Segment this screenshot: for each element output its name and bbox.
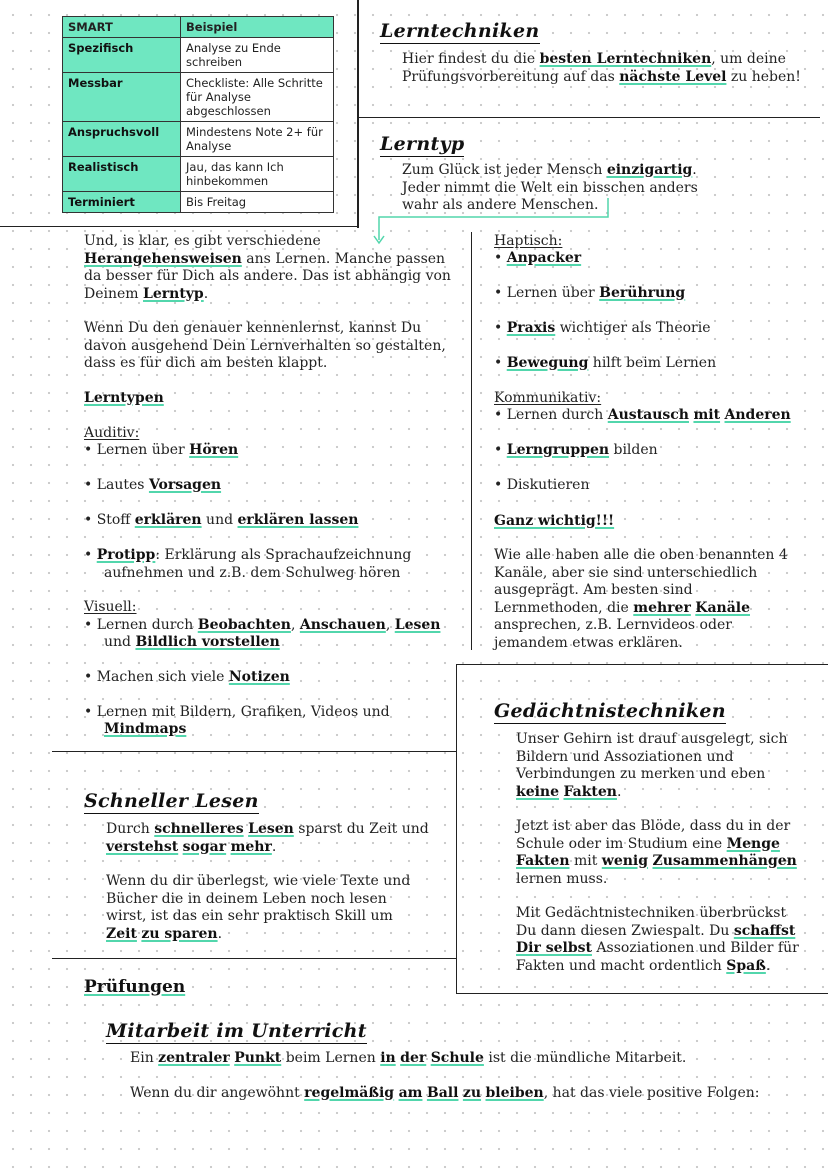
- highlight: wenig: [601, 853, 649, 869]
- highlight: Lesen: [248, 821, 294, 837]
- text-run: , hat das viele positive Folgen:: [543, 1085, 760, 1101]
- lerntyp-text: [402, 162, 712, 215]
- schneller-paragraph-1: [106, 821, 436, 856]
- heading-schneller-lesen: Schneller Lesen: [84, 790, 259, 812]
- table-row: [63, 157, 334, 192]
- divider-schneller-bottom: [52, 958, 456, 959]
- list-item: • Lernen über Berührung: [494, 285, 686, 301]
- text-run: Wenn du dir angewöhnt: [130, 1085, 305, 1101]
- wichtig-paragraph: [494, 547, 804, 652]
- text-run: Assoziationen und Bilder für Fakten und macht ordentlich: [516, 940, 799, 974]
- highlight: Bildlich vorstellen: [135, 634, 280, 650]
- table-cell-value: Jau, das kann Ich hinbekommen: [181, 157, 334, 192]
- list-item: • Praxis wichtiger als Theorie: [494, 320, 711, 336]
- text-run: ,: [385, 617, 395, 633]
- table-cell-value: Analyse zu Ende schreiben: [181, 38, 334, 73]
- highlight: Lesen: [394, 617, 441, 633]
- gedaechtnis-paragraph-1: [516, 731, 806, 801]
- highlight: Protipp: [96, 547, 156, 563]
- table-cell-value: Checkliste: Alle Schritte für Analyse abgeschlossen: [181, 73, 334, 122]
- highlight: einzigartig: [606, 162, 693, 178]
- text-run: bilden: [609, 442, 658, 458]
- list-item-continuation: aufnehmen und z.B. dem Schulweg hören: [104, 565, 401, 581]
- text-run: ansprechen, z.B. Lernvideos oder jemandem etwas erklären.: [494, 617, 732, 651]
- highlight: Berührung: [599, 285, 686, 301]
- text-run: Wenn du dir überlegst, wie viele Texte und Bücher die in deinem Leben noch lesen wirst, ist das ein sehr praktisch Skill um: [106, 873, 411, 924]
- highlight: Menge Fakten: [516, 835, 780, 869]
- heading-ganz-wichtig: Ganz wichtig!!!: [494, 513, 615, 529]
- text-run: sparst du Zeit und: [293, 821, 429, 837]
- table-row: [63, 38, 334, 73]
- highlight: Schule: [430, 1050, 484, 1066]
- heading-lerntypen: Lerntypen: [84, 390, 164, 406]
- divider-visuell-bottom: [52, 751, 456, 752]
- list-item-continuation: [104, 634, 280, 652]
- highlight: Vorsagen: [148, 477, 222, 493]
- list-item: • Stoff erklären und erklären lassen: [84, 512, 359, 528]
- text-run: beim Lernen: [281, 1050, 381, 1066]
- text-run: Zum Glück ist jeder Mensch: [402, 162, 607, 178]
- heading-gedaechtnistechniken: Gedächtnistechniken: [494, 700, 726, 722]
- list-item: • Lerngruppen bilden: [494, 442, 658, 458]
- label-haptisch: Haptisch:: [494, 233, 563, 249]
- highlight: mehr: [230, 838, 272, 855]
- highlight: regelmäßig: [304, 1085, 395, 1101]
- text-run: Ein: [130, 1050, 159, 1066]
- highlight: zu sparen: [141, 925, 218, 942]
- list-item: • Bewegung hilft beim Lernen: [494, 355, 717, 371]
- highlight: erklären lassen: [237, 512, 359, 528]
- lerntechniken-text: [402, 51, 802, 86]
- highlight: Praxis: [506, 320, 556, 336]
- text-run: zu heben!: [726, 68, 801, 85]
- highlight: Lerntyp: [143, 285, 204, 302]
- highlight: besten Lerntechniken: [539, 51, 712, 67]
- gedaechtnis-paragraph-3: [516, 905, 808, 975]
- text-run: .: [217, 925, 223, 942]
- highlight: Hören: [189, 442, 239, 458]
- table-cell-key: Messbar: [63, 73, 181, 122]
- text-run: hilft beim Lernen: [588, 355, 717, 371]
- highlight: zu: [462, 1085, 482, 1101]
- highlight: in: [380, 1050, 396, 1066]
- highlight: Lerngruppen: [506, 442, 610, 458]
- highlight: verstehst: [106, 838, 179, 855]
- label-auditiv: Auditiv:: [84, 425, 140, 441]
- text-run: mit: [569, 853, 602, 869]
- list-item: • Lernen durch Beobachten, Anschauen, Lesen: [84, 617, 441, 633]
- heading-lerntyp: Lerntyp: [380, 133, 465, 155]
- highlight: Zeit: [106, 925, 137, 942]
- text-run: Jetzt ist aber das Blöde, dass du in der Schule oder im Studium eine: [516, 818, 791, 852]
- list-item: • Machen sich viele Notizen: [84, 669, 290, 685]
- highlight: zentraler: [158, 1050, 230, 1066]
- text-run: ist die mündliche Mitarbeit.: [483, 1050, 687, 1066]
- intro-paragraph-2: Wenn Du den genauer kennenlernst, kannst Du davon ausgehend Dein Lernverhalten so gestalten, dass es für dich am besten klappt.: [84, 320, 446, 371]
- text-run: .: [765, 957, 771, 974]
- text-run: Hier findest du die: [402, 51, 540, 67]
- list-item: • Protipp: Erklärung als Sprachaufzeichnung: [84, 547, 412, 563]
- table-row: [63, 122, 334, 157]
- text-run: .: [616, 783, 622, 800]
- text-run: wichtiger als Theorie: [555, 320, 711, 336]
- highlight: Zusammenhängen: [652, 853, 797, 869]
- divider-gedaechtnis-top: [456, 664, 828, 665]
- table-row: [63, 192, 334, 213]
- highlight: erklären: [134, 512, 202, 528]
- table-cell-value: Mindestens Note 2+ für Analyse: [181, 122, 334, 157]
- text-run: Lernen über: [96, 442, 190, 458]
- table-cell-key: Realistisch: [63, 157, 181, 192]
- text-run: . Jeder nimmt die Welt ein bisschen anders wahr als andere Menschen.: [402, 162, 698, 213]
- text-run: Diskutieren: [506, 477, 590, 493]
- highlight: mit: [693, 407, 721, 423]
- text-run: Lernen mit Bildern, Grafiken, Videos und: [96, 704, 390, 720]
- list-item: • Lernen durch Austausch mit Anderen: [494, 407, 791, 423]
- highlight: schaffst Dir selbst: [516, 922, 796, 956]
- highlight: Spaß: [726, 957, 766, 974]
- text-run: Lernen durch: [506, 407, 608, 423]
- highlight: bleiben: [485, 1085, 544, 1101]
- text-run: Lernen durch: [96, 617, 198, 633]
- pruefungen-paragraph-2: [130, 1085, 810, 1103]
- text-run: und: [201, 512, 238, 528]
- highlight: Anderen: [724, 407, 791, 423]
- intro-paragraph-1: [84, 233, 460, 303]
- text-run: Lautes: [96, 477, 149, 493]
- highlight: Punkt: [234, 1050, 282, 1066]
- text-run: Unser Gehirn ist drauf ausgelegt, sich Bildern und Assoziationen und Verbindungen zu merken und eben: [516, 731, 788, 782]
- divider-top-left-horizontal: [0, 226, 359, 227]
- highlight: Austausch: [607, 407, 689, 423]
- table-row: [63, 73, 334, 122]
- divider-middle-vertical: [471, 232, 472, 650]
- text-run: Mit Gedächtnistechniken überbrückst Du dann diesen Zwiespalt. Du: [516, 905, 787, 939]
- text-run: Durch: [106, 821, 155, 837]
- text-run: Und, is klar, es gibt verschiedene: [84, 233, 321, 249]
- highlight: Anschauen: [299, 617, 386, 633]
- table-header-beispiel: Beispiel: [181, 17, 334, 38]
- highlight: keine: [516, 783, 560, 800]
- table-header-smart: SMART: [63, 17, 181, 38]
- label-visuell: Visuell:: [84, 599, 137, 615]
- highlight: Bewegung: [506, 355, 589, 371]
- highlight: Notizen: [228, 669, 290, 685]
- highlight: Beobachten: [197, 617, 291, 633]
- highlight: Anpacker: [506, 250, 582, 266]
- highlight: Ball: [426, 1085, 459, 1101]
- highlight: Herangehensweisen: [84, 250, 242, 267]
- label-kommunikativ: Kommunikativ:: [494, 390, 602, 406]
- highlight: mehrer: [633, 599, 691, 616]
- text-run: : Erklärung als Sprachaufzeichnung: [155, 547, 412, 563]
- divider-gedaechtnis-bottom: [456, 993, 828, 994]
- text-run: Stoff: [96, 512, 135, 528]
- list-item: • Anpacker: [494, 250, 582, 266]
- list-item: • Lernen mit Bildern, Grafiken, Videos und: [84, 704, 390, 720]
- schneller-paragraph-2: [106, 873, 422, 943]
- table-cell-key: Terminiert: [63, 192, 181, 213]
- text-run: Machen sich viele: [96, 669, 229, 685]
- divider-gedaechtnis-left: [456, 664, 457, 994]
- highlight: Mindmaps: [104, 721, 187, 737]
- text-run: .: [203, 285, 209, 302]
- table-cell-key: Anspruchsvoll: [63, 122, 181, 157]
- text-run: .: [271, 838, 277, 855]
- highlight: schnelleres: [154, 821, 244, 837]
- table-cell-value: Bis Freitag: [181, 192, 334, 213]
- text-run: , um deine Prüfungsvorbereitung auf das: [402, 51, 786, 85]
- gedaechtnis-paragraph-2: [516, 818, 806, 888]
- list-item: • Diskutieren: [494, 477, 590, 493]
- text-run: ans Lernen. Manche passen da besser für Dich als andere. Das ist abhängig von Deinem: [84, 250, 451, 302]
- pruefungen-paragraph-1: [130, 1050, 810, 1068]
- highlight: Kanäle: [695, 599, 750, 616]
- text-run: Lernen über: [506, 285, 600, 301]
- highlight: der: [400, 1050, 427, 1066]
- text-run: ,: [290, 617, 300, 633]
- highlight: am: [398, 1085, 423, 1101]
- list-item: • Lautes Vorsagen: [84, 477, 222, 493]
- text-run: Wie alle haben alle die oben benannten 4 Kanäle, aber sie sind unterschiedlich ausgeprägt. Am besten sind Lernmethoden, die: [494, 547, 788, 616]
- text-run: und: [104, 634, 136, 650]
- heading-mitarbeit: Mitarbeit im Unterricht: [106, 1020, 367, 1042]
- divider-top-vertical: [357, 0, 359, 228]
- heading-lerntechniken: Lerntechniken: [380, 20, 540, 42]
- text-run: lernen muss.: [516, 870, 608, 887]
- table-header-row: [63, 17, 334, 38]
- table-cell-key: Spezifisch: [63, 38, 181, 73]
- smart-table: [62, 16, 334, 213]
- highlight: nächste Level: [619, 68, 727, 85]
- heading-pruefungen: Prüfungen: [84, 977, 186, 997]
- highlight: sogar: [182, 838, 227, 855]
- highlight: Fakten: [563, 783, 617, 800]
- divider-lerntechniken: [357, 117, 820, 118]
- list-item: • Lernen über Hören: [84, 442, 239, 458]
